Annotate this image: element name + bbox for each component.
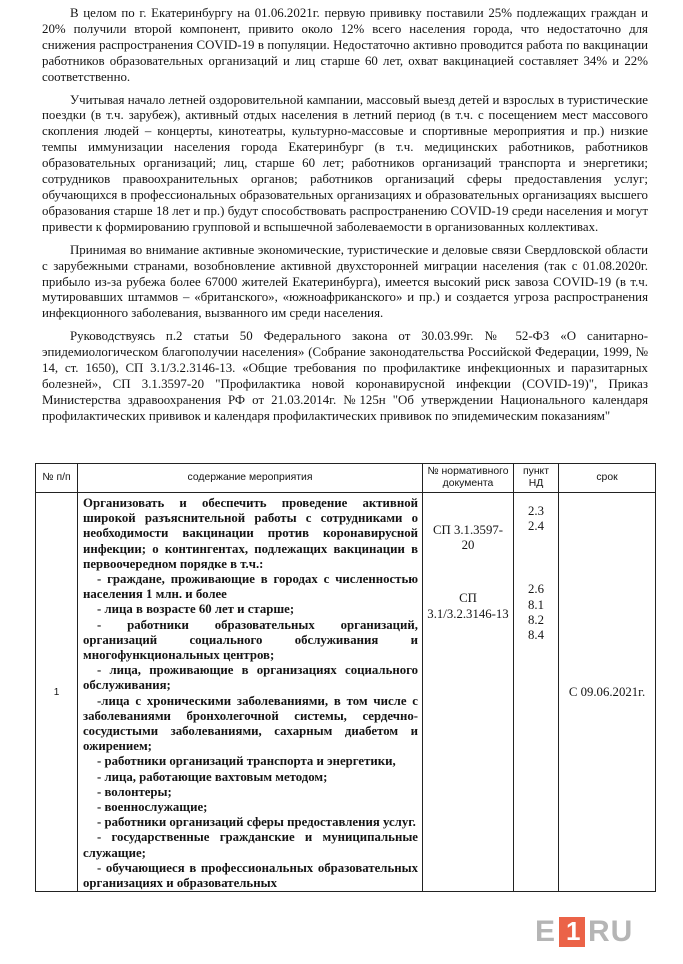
content-item: - обучающиеся в профессиональных образовательных организациях и образовательных bbox=[83, 860, 418, 891]
point: 2.3 bbox=[528, 504, 544, 518]
document-body bbox=[42, 6, 648, 432]
content-item: - государственные гражданские и муниципальные служащие; bbox=[83, 830, 418, 860]
row-term: С 09.06.2021г. bbox=[559, 493, 656, 892]
header-doc: № нормативного документа bbox=[423, 464, 514, 493]
paragraph-foreign-links: Принимая во внимание активные экономические, туристические и деловые связи Свердловской области с зарубежными странами, возобновление активной двухсторонней миграции населения (так с 01.08.2020г. прибыло из-за рубежа более 67000 жителей Екатеринбурга), имеется высокий риск завоза COVID-19 (в т.ч. мутировавших штаммов – «британского», «южноафриканского» и пр.) и создается угроза распространения инфекционного заболевания, вызванного им среди населения. bbox=[42, 242, 648, 321]
watermark-right: RU bbox=[588, 915, 634, 948]
content-item: - работники образовательных организаций, организаций социального обслуживания и многофункциональных центров; bbox=[83, 617, 418, 663]
row-points bbox=[514, 493, 559, 892]
paragraph-legal-basis: Руководствуясь п.2 статьи 50 Федерального закона от 30.03.99г. № 52-ФЗ «О санитарно-эпидемиологическом благополучии населения» (Собрание законодательства Российской Федерации, 1999, № 14, ст. 1650), СП 3.1/3.2.3146-13. «Общие требования по профилактике инфекционных и паразитарных болезней», СП 3.1.3597-20 "Профилактика новой коронавирусной инфекции (COVID-19)", Приказ Министерства здравоохранения РФ от 21.03.2014г. №125н "Об утверждении Национального календаря профилактических прививок и календаря профилактических прививок по эпидемическим показаниям" bbox=[42, 329, 648, 423]
point: 2.4 bbox=[528, 519, 544, 534]
content-item: - работники организаций сферы предоставления услуг. bbox=[97, 815, 416, 830]
row-doc bbox=[423, 493, 514, 892]
watermark-box-text: 1 bbox=[566, 916, 582, 946]
content-item: - лица, работающие вахтовым методом; bbox=[97, 769, 328, 784]
header-content: содержание мероприятия bbox=[78, 464, 423, 493]
content-item: -лица с хроническими заболеваниями, в том числе с заболеваниями бронхолегочной системы, сердечно-сосудистыми заболеваниями, сахарным диабетом и ожирением; bbox=[83, 693, 418, 754]
content-item: - лица, проживающие в организациях социального обслуживания; bbox=[83, 663, 418, 693]
row-num: 1 bbox=[36, 493, 78, 892]
content-intro: Организовать и обеспечить проведение активной широкой разъяснительной работы с сотрудниками о необходимости вакцинации против коронавирусной инфекции; о контингентах, подлежащих вакцинации в первоочередном порядке в т.ч.: bbox=[83, 496, 418, 571]
point: 8.4 bbox=[528, 628, 544, 643]
row-content bbox=[78, 493, 423, 892]
point: 2.6 bbox=[528, 582, 544, 597]
header-term: срок bbox=[559, 464, 656, 493]
table-header-row bbox=[36, 464, 656, 493]
point: 8.1 bbox=[528, 597, 544, 612]
header-num: № п/п bbox=[36, 464, 78, 493]
content-item: - лица в возрасте 60 лет и старше; bbox=[97, 602, 295, 617]
content-item: - волонтеры; bbox=[97, 784, 172, 799]
doc-sp-3146: СП 3.1/3.2.3146-13 bbox=[427, 591, 509, 621]
e1-logo-watermark bbox=[535, 914, 633, 950]
content-item: - граждане, проживающие в городах с численностью населения 1 млн. и более bbox=[83, 572, 418, 602]
point: 8.2 bbox=[528, 612, 544, 627]
header-point: пункт НД bbox=[514, 464, 559, 493]
content-item: - работники организаций транспорта и энергетики, bbox=[97, 754, 396, 769]
paragraph-summer-campaign: Учитывая начало летней оздоровительной кампании, массовый выезд детей и взрослых в туристические поездки (в т.ч. зарубеж), активный отдых населения в летний период (в т.ч. с посещением мест массового скопления людей – концерты, кинотеатры, культурно-массовые и спортивные мероприятия и пр.) низкие темпы иммунизации населения города Екатеринбург (в т.ч. медицинских работников, работников образовательных организаций; лиц, старше 60 лет; работников организаций транспорта и энергетики; сотрудников правоохранительных органов; работников организаций сферы предоставления услуг; обучающихся в профессиональных образовательных организациях и образовательных организациях высшего образования старше 18 лет и пр.) будут способствовать распространению COVID-19 среди населения и могут привести к формированию групповой и вспышечной заболеваемости в организованных коллективах. bbox=[42, 92, 648, 234]
measures-table bbox=[35, 463, 656, 892]
doc-sp-3597: СП 3.1.3597-20 bbox=[432, 523, 504, 553]
watermark-left: E bbox=[535, 915, 557, 948]
watermark-box bbox=[559, 917, 585, 947]
paragraph-vaccination-stats: В целом по г. Екатеринбургу на 01.06.2021г. первую прививку поставили 25% подлежащих граждан и 20% получили второй компонент, привито около 12% всего населения города, что недостаточно для снижения распространения COVID-19 в популяции. Недостаточно активно проводится работа по вакцинации работников образовательных организаций и лиц старше 60 лет, охват вакцинацией составляет 34% и 22% соответственно. bbox=[42, 6, 648, 84]
content-item: - военнослужащие; bbox=[97, 800, 208, 815]
table-row bbox=[36, 493, 656, 892]
